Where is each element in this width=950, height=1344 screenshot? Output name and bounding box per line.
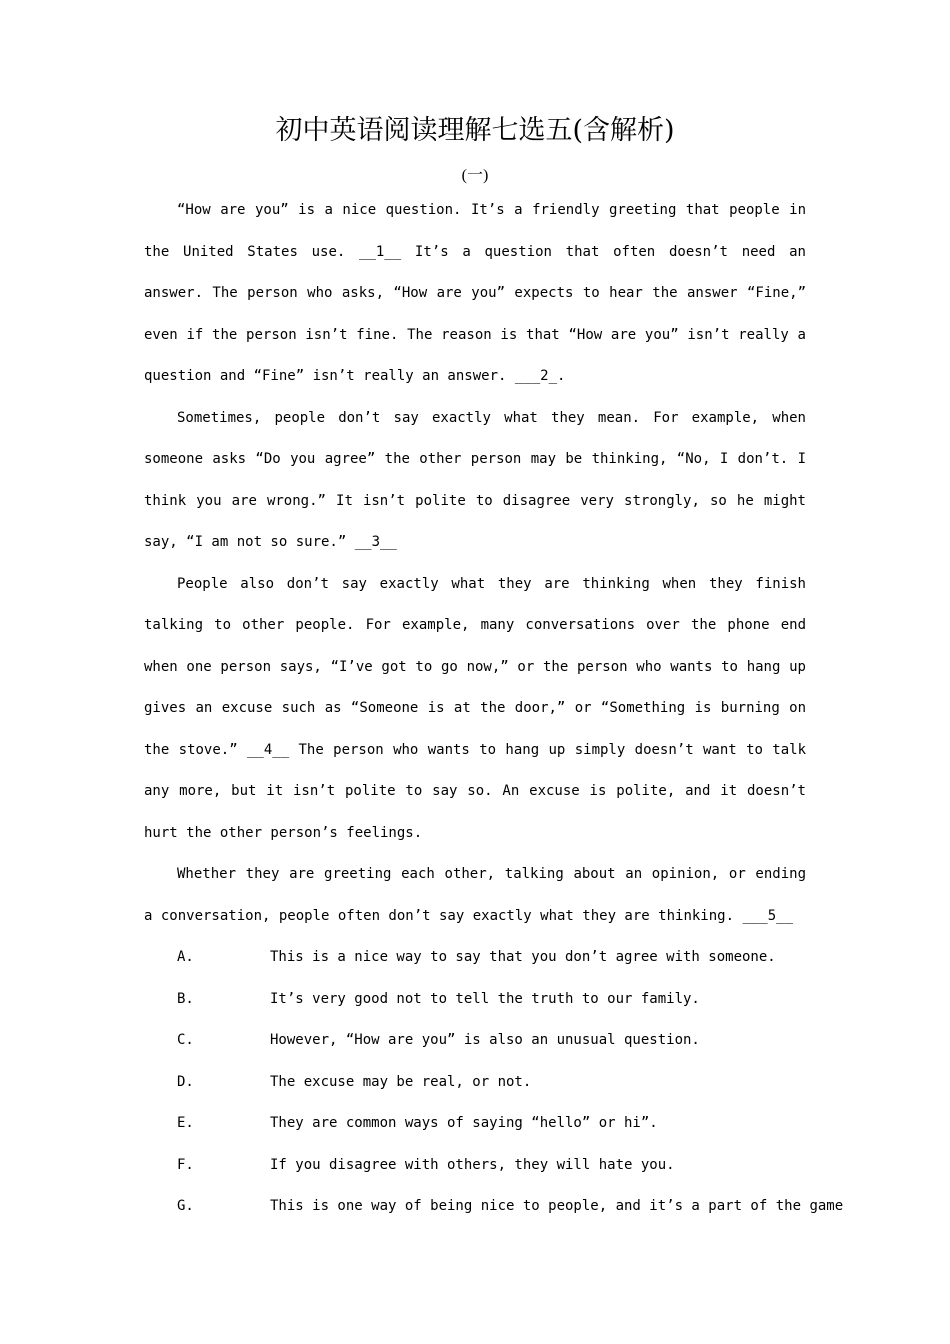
option-a — [177, 937, 807, 979]
option-letter: F. — [177, 1156, 194, 1173]
option-letter: A. — [177, 949, 194, 965]
option-text: The excuse may be real, or not. — [270, 1073, 532, 1090]
option-text: This is one way of being nice to people, and it’s a part of the game — [270, 1198, 844, 1214]
option-letter: E. — [177, 1115, 194, 1131]
option-letter: G. — [177, 1198, 194, 1214]
passage-paragraph-3: People also don’t say exactly what they are thinking when they finish talking to other people. For example, many conversations over the phone end when one person says, “I’ve got to go now,” or the person who wants to hang up gives an excuse such as “Someone is at the door,” or “Something is burning on the stove.” __4__ The person who wants to hang up simply doesn’t want to talk any more, but it isn’t polite to say so. An excuse is polite, and it doesn’t hurt the other person’s feelings. — [144, 575, 806, 841]
option-text: However, “How are you” is also an unusual question. — [270, 1032, 700, 1048]
option-text: If you disagree with others, they will hate you. — [270, 1156, 675, 1173]
option-d — [177, 1062, 807, 1104]
option-text: It’s very good not to tell the truth to our family. — [270, 990, 700, 1007]
option-e — [177, 1103, 807, 1145]
option-text: This is a nice way to say that you don’t agree with someone. — [270, 949, 776, 965]
option-letter: C. — [177, 1032, 194, 1048]
option-letter: B. — [177, 990, 194, 1007]
option-c — [177, 1020, 807, 1062]
passage-paragraph-2: Sometimes, people don’t say exactly what they mean. For example, when someone asks “Do you agree” the other person may be thinking, “No, I don’t. I think you are wrong.” It isn’t polite to disagree very strongly, so he might say, “I am not so sure.” __3__ — [144, 409, 806, 550]
option-text: They are common ways of saying “hello” or hi”. — [270, 1115, 658, 1131]
option-b — [177, 979, 807, 1021]
option-g — [177, 1186, 844, 1228]
document-title: 初中英语阅读理解七选五(含解析) — [275, 115, 675, 146]
passage-paragraph-4: Whether they are greeting each other, talking about an opinion, or ending a conversation, people often don’t say exactly what they are thinking. ___5__ — [144, 866, 806, 924]
option-f — [177, 1145, 807, 1187]
answer-options — [177, 937, 844, 1228]
passage-paragraph-1: “How are you” is a nice question. It’s a friendly greeting that people in the United States use. __1__ It’s a question that often doesn’t need an answer. The person who asks, “How are you” expects to hear the answer “Fine,” even if the person isn’t fine. The reason is that “How are you” isn’t really a question and “Fine” isn’t really an answer. ___2_. — [144, 202, 806, 384]
section-number: (一) — [461, 167, 489, 184]
option-letter: D. — [177, 1073, 194, 1090]
passage — [144, 190, 806, 937]
